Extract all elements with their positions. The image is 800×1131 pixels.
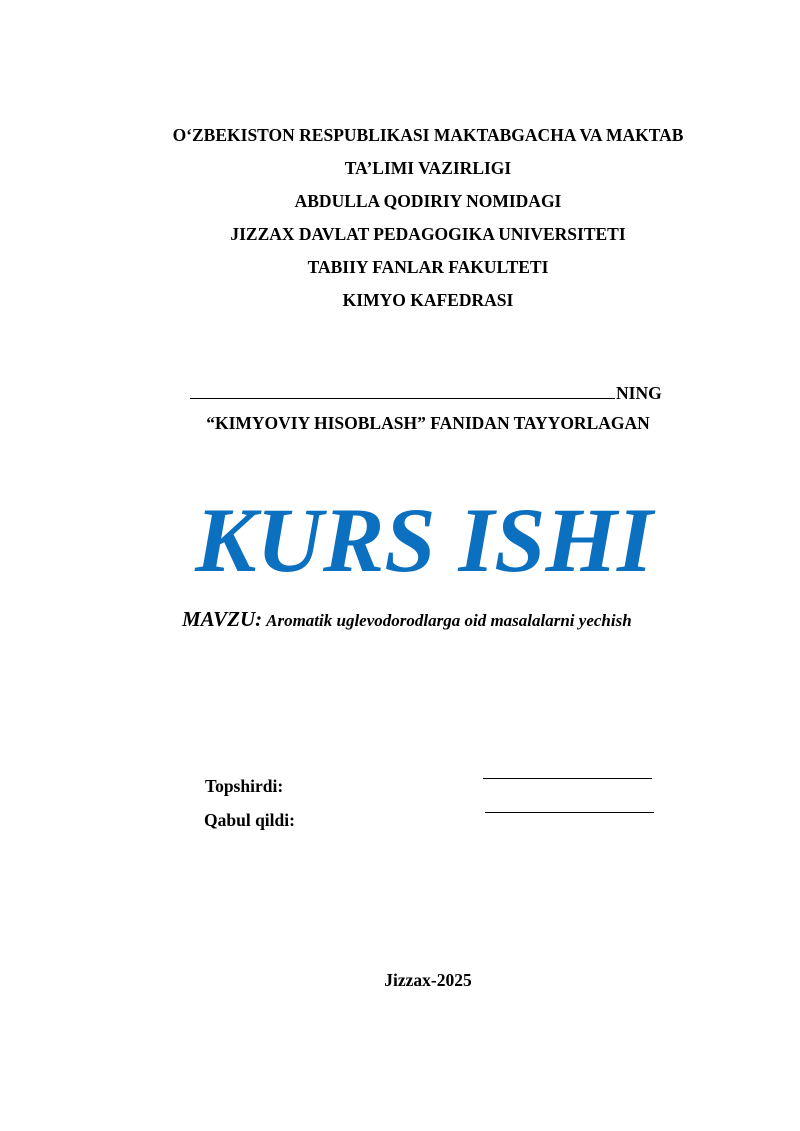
topic-label: MAVZU:	[182, 607, 263, 631]
header-line-named-after: ABDULLA QODIRIY NOMIDAGI	[294, 191, 562, 211]
document-title: KURS ISHI	[195, 489, 653, 591]
accepted-label: Qabul qildi:	[204, 810, 295, 830]
header-line-faculty: TABIIY FANLAR FAKULTETI	[307, 257, 549, 277]
place-year: Jizzax-2025	[384, 970, 472, 990]
topic-line	[182, 607, 632, 632]
student-name-blank	[190, 380, 615, 399]
header-line-ministry-1: O‘ZBEKISTON RESPUBLIKASI MAKTABGACHA VA MAKTAB	[172, 125, 684, 145]
student-name-suffix: NING	[616, 383, 662, 403]
subject-line: “KIMYOVIY HISOBLASH” FANIDAN TAYYORLAGAN	[206, 413, 650, 433]
accepted-signature-blank	[485, 812, 654, 813]
header-line-university: JIZZAX DAVLAT PEDAGOGIKA UNIVERSITETI	[230, 224, 626, 244]
header-line-department: KIMYO KAFEDRASI	[342, 290, 514, 310]
submitted-label: Topshirdi:	[205, 776, 284, 796]
header-line-ministry-2: TA’LIMI VAZIRLIGI	[344, 158, 512, 178]
submitted-signature-blank	[483, 778, 652, 779]
institution-header	[0, 119, 800, 317]
topic-text: Aromatik uglevodorodlarga oid masalalarni yechish	[266, 611, 632, 630]
student-name-line	[190, 380, 662, 404]
